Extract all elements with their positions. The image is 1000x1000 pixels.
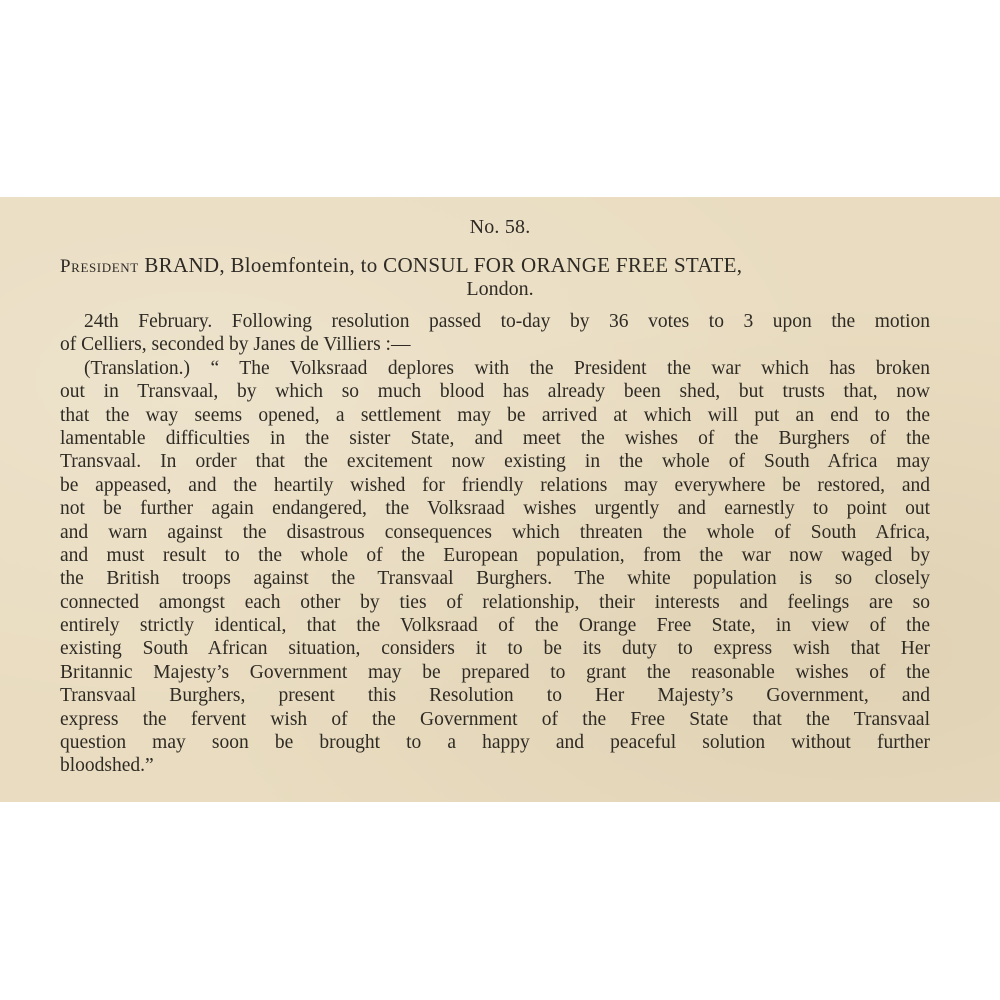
body-line: be appeased, and the heartily wished for friendly relations may everywhere be restored, and: [60, 474, 930, 496]
heading-addressee: BRAND, Bloemfontein, to CONSUL FOR ORANGE FREE STATE,: [144, 253, 743, 277]
body-line: connected amongst each other by ties of relationship, their interests and feelings are so: [60, 591, 930, 613]
body-line: lamentable difficulties in the sister State, and meet the wishes of the Burghers of the: [60, 427, 930, 449]
body-line: 24th February. Following resolution passed to-day by 36 votes to 3 upon the motion: [84, 311, 930, 332]
body-line: (Translation.) “ The Volksraad deplores with the President the war which has broken: [84, 357, 930, 379]
heading-city: London.: [466, 278, 534, 300]
body-line: express the fervent wish of the Government of the Free State that the Transvaal: [60, 708, 930, 730]
body-line: question may soon be brought to a happy and peaceful solution without further: [60, 732, 930, 754]
body-line: out in Transvaal, by which so much blood has already been shed, but trusts that, now: [60, 381, 930, 403]
body-line: the British troops against the Transvaal Burghers. The white population is so closely: [60, 568, 930, 590]
body-line: entirely strictly identical, that the Volksraad of the Orange Free State, in view of the: [60, 615, 930, 637]
body-line: Britannic Majesty’s Government may be prepared to grant the reasonable wishes of the: [60, 661, 930, 683]
body-line: that the way seems opened, a settlement may be arrived at which will put an end to the: [60, 404, 930, 426]
document-scan: [0, 197, 1000, 802]
body-line: not be further again endangered, the Volksraad wishes urgently and earnestly to point out: [60, 498, 930, 520]
resolution-body: [60, 310, 930, 778]
body-line: and warn against the disastrous consequences which threaten the whole of South Africa,: [60, 521, 930, 543]
body-line: of Celliers, seconded by Janes de Villiers :—: [60, 334, 411, 356]
document-heading: [60, 253, 950, 278]
document-number: No. 58.: [469, 216, 531, 238]
body-line: Transvaal. In order that the excitement now existing in the whole of South Africa may: [60, 451, 930, 473]
heading-title: President: [60, 256, 139, 277]
body-line: bloodshed.”: [60, 755, 154, 777]
body-line: Transvaal Burghers, present this Resolution to Her Majesty’s Government, and: [60, 685, 930, 707]
body-line: and must result to the whole of the European population, from the war now waged by: [60, 544, 930, 566]
body-line: existing South African situation, considers it to be its duty to express wish that Her: [60, 638, 930, 660]
